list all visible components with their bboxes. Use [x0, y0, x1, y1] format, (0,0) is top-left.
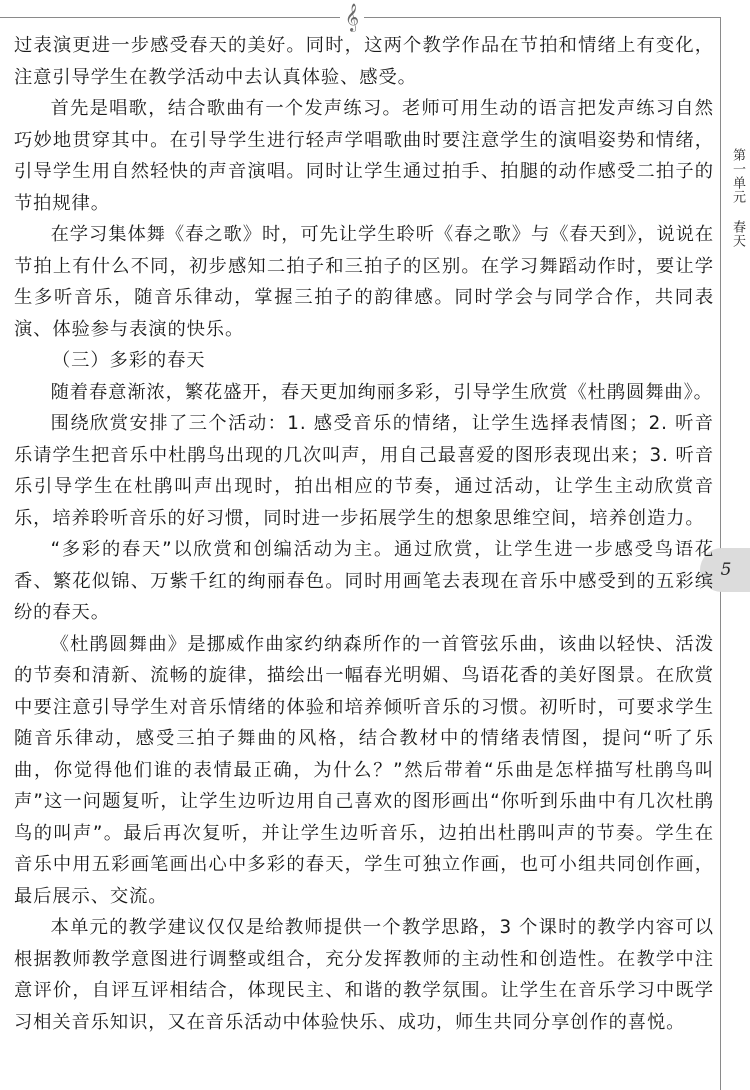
page-number: 5 — [720, 560, 732, 580]
treble-clef-icon: 𝄞 — [340, 2, 364, 32]
chapter-label: 第一单元 春天 — [730, 148, 745, 248]
paragraph-continuation: 过表演更进一步感受春天的美好。同时，这两个教学作品在节拍和情绪上有变化，注意引导学生在教学活动中去认真体验、感受。 — [14, 35, 714, 88]
paragraph-cuckoo-waltz: 《杜鹃圆舞曲》是挪威作曲家约纳森所作的一首管弦乐曲，该曲以轻快、活泼的节奏和清新、流畅的旋律，描绘出一幅春光明媚、鸟语花香的美好图景。在欣赏中要注意引导学生对音乐情绪的体验和培养倾听音乐的习惯。初听时，可要求学生随音乐律动，感受三拍子舞曲的风格，结合教材中的情绪表情图，提问“听了乐曲，你觉得他们谁的表情最正确，为什么？”然后带着“乐曲是怎样描写杜鹃鸟叫声”这一问题复听，让学生边听边用自己喜欢的图形画出“你听到乐曲中有几次杜鹃鸟的叫声”。最后再次复听，并让学生边听音乐，边拍出杜鹃叫声的节奏。学生在音乐中用五彩画笔画出心中多彩的春天，学生可独立作画，也可小组共同创作画，最后展示、交流。 — [14, 633, 714, 907]
section-heading: （三）多彩的春天 — [52, 350, 206, 371]
paragraph-group-dance: 在学习集体舞《春之歌》时，可先让学生聆听《春之歌》与《春天到》，说说在节拍上有什么不同，初步感知二拍子和三拍子的区别。在学习舞蹈动作时，要让学生多听音乐，随音乐律动，掌握三拍子的韵律感。同时学会与同学合作，共同表演、体验参与表演的快乐。 — [14, 224, 714, 340]
paragraph-appreciation-intro: 随着春意渐浓，繁花盛开，春天更加绚丽多彩，引导学生欣赏《杜鹃圆舞曲》。 — [50, 381, 713, 403]
paragraph-colorful-spring: “多彩的春天”以欣赏和创编活动为主。通过欣赏，让学生进一步感受鸟语花香、繁花似锦、万紫千红的绚丽春色。同时用画笔去表现在音乐中感受到的五彩缤纷的春天。 — [14, 539, 714, 623]
paragraph-singing: 首先是唱歌，结合歌曲有一个发声练习。老师可用生动的语言把发声练习自然巧妙地贯穿其中。在引导学生进行轻声学唱歌曲时要注意学生的演唱姿势和情绪，引导学生用自然轻快的声音演唱。同时让学生通过拍手、拍腿的动作感受二拍子的节拍规律。 — [14, 98, 714, 214]
paragraph-unit-summary: 本单元的教学建议仅仅是给教师提供一个教学思路，3 个课时的教学内容可以根据教师教学意图进行调整或组合，充分发挥教师的主动性和创造性。在教学中注意评价，自评互评相结合，体现民主、和谐的教学氛围。让学生在音乐学习中既学习相关音乐知识，又在音乐活动中体验快乐、成功，师生共同分享创作的喜悦。 — [14, 917, 714, 1033]
paragraph-activities: 围绕欣赏安排了三个活动：1. 感受音乐的情绪，让学生选择表情图；2. 听音乐请学生把音乐中杜鹃鸟出现的几次叫声，用自己最喜爱的图形表现出来；3. 听音乐引导学生在杜鹃叫声出现时，拍出相应的节奏，通过活动，让学生主动欣赏音乐，培养聆听音乐的好习惯，同时进一步拓展学生的想象思维空间，培养创造力。 — [14, 413, 714, 529]
body-text — [14, 30, 714, 1038]
